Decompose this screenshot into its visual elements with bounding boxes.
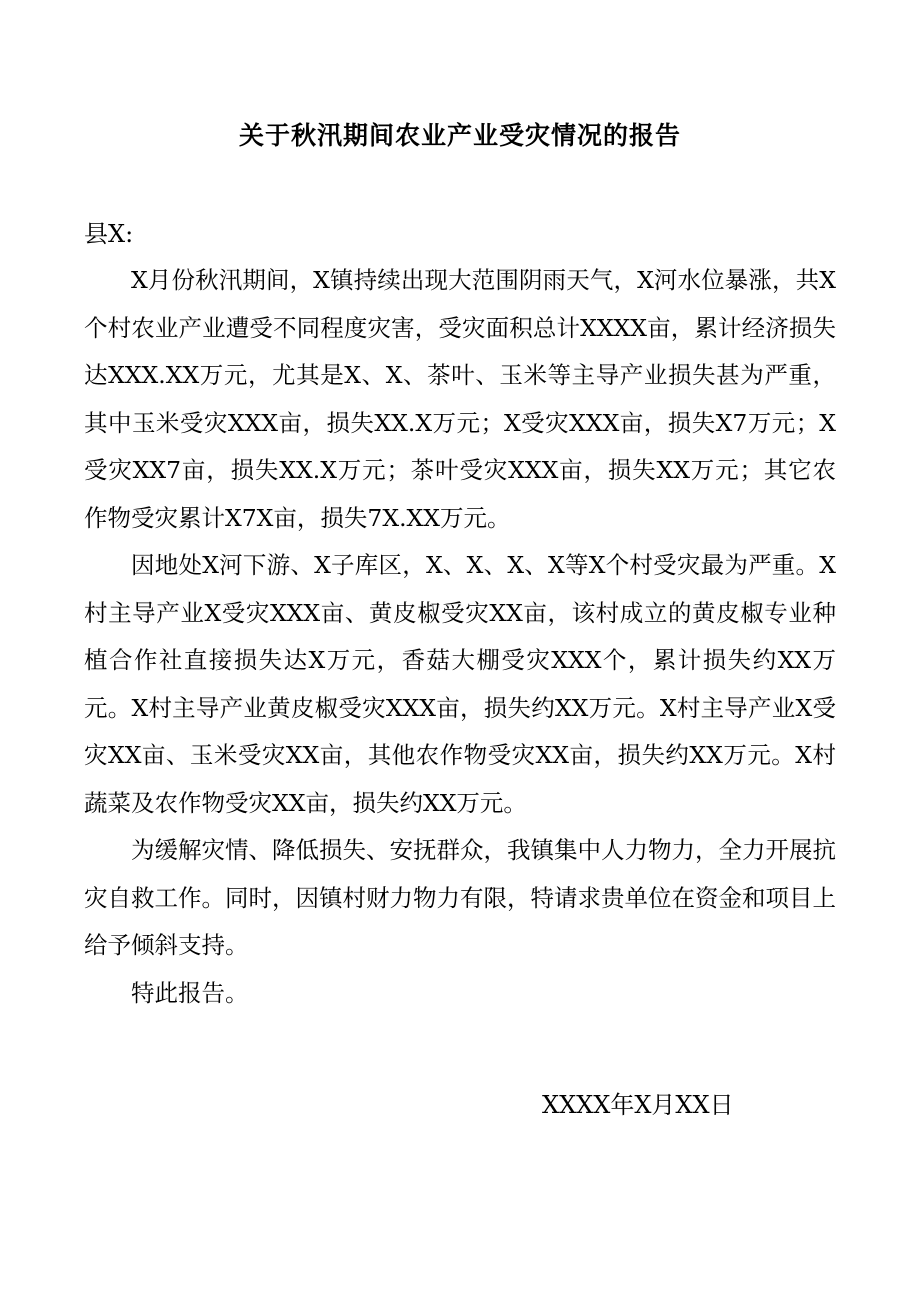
paragraph-closing: 特此报告。 xyxy=(131,978,249,1007)
document-title: 关于秋汛期间农业产业受灾情况的报告 xyxy=(238,121,681,150)
salutation: 县X: xyxy=(84,220,134,248)
paragraph-disaster-overview: X月份秋汛期间，X镇持续出现大范围阴雨天气，X河水位暴涨，共X个村农业产业遭受不同程度灾害，受灾面积总计XXXX亩，累计经济损失达XXX.XX万元，尤其是X、X、茶叶、玉米等主导产业损失甚为严重，其中玉米受灾XXX亩，损失XX.X万元；X受灾XXX亩，损失X7万元；X受灾XX7亩，损失XX.X万元；茶叶受灾XXX亩，损失XX万元；其它农作物受灾累计X7X亩，损失7X.XX万元。 xyxy=(84,266,836,532)
report-date: XXXX年X月XX日 xyxy=(542,1091,734,1119)
paragraph-support-request: 为缓解灾情、降低损失、安抚群众，我镇集中人力物力，全力开展抗灾自救工作。同时，因镇村财力物力有限，特请求贵单位在资金和项目上给予倾斜支持。 xyxy=(84,836,836,959)
paragraph-village-details: 因地处X河下游、X子库区，X、X、X、X等X个村受灾最为严重。X村主导产业X受灾XXX亩、黄皮椒受灾XX亩，该村成立的黄皮椒专业种植合作社直接损失达X万元，香菇大棚受灾XXX个，累计损失约XX万元。X村主导产业黄皮椒受灾XXX亩，损失约XX万元。X村主导产业X受灾XX亩、玉米受灾XX亩，其他农作物受灾XX亩，损失约XX万元。X村蔬菜及农作物受灾XX亩，损失约XX万元。 xyxy=(84,551,836,817)
document-body xyxy=(84,257,836,1017)
